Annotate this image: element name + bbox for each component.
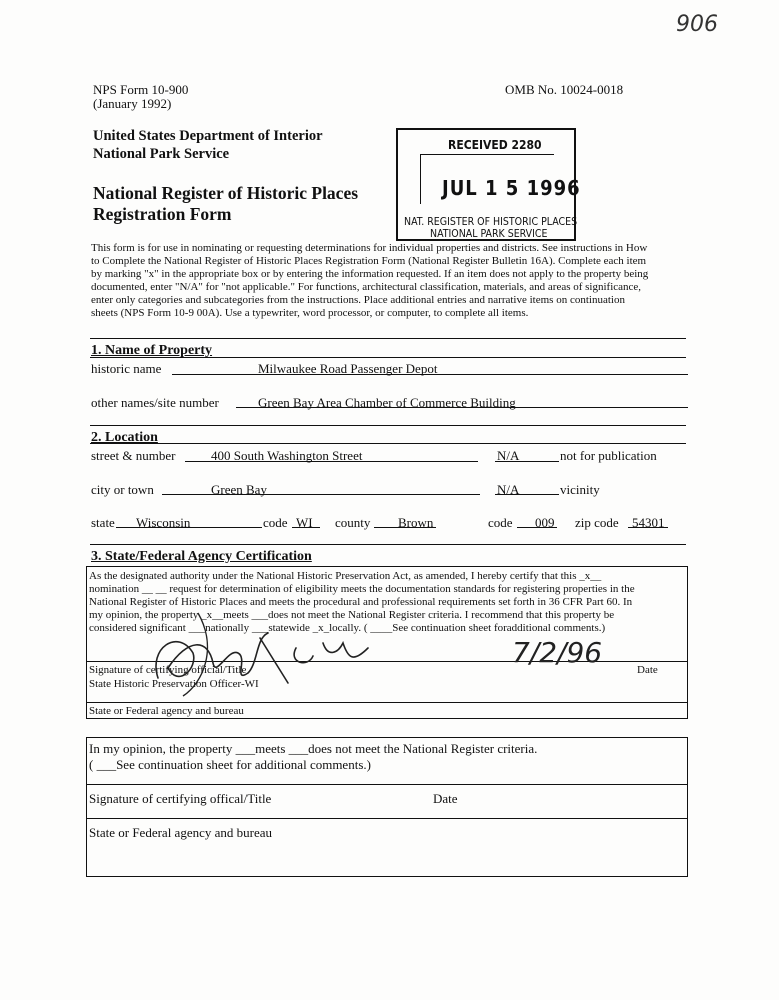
- form-date: (January 1992): [93, 96, 172, 111]
- county-label: county: [335, 515, 371, 530]
- instruction-line: sheets (NPS Form 10-9 00A). Use a typewriter, word processor, or computer, to complete all items.: [91, 307, 529, 319]
- instruction-line: documented, enter "N/A" for "not applicable." For functions, architectural classification, materials, and areas of significance,: [91, 281, 642, 293]
- not-for-publication-label: not for publication: [560, 448, 657, 463]
- historic-name-label: historic name: [91, 361, 162, 376]
- instruction-line: enter only categories and subcategories from the instructions. Place additional entries and narrative items on continuation: [91, 294, 625, 306]
- form-number: NPS Form 10-900: [93, 82, 189, 97]
- not-for-publication-value[interactable]: N/A: [497, 448, 520, 463]
- county-code-label: code: [488, 515, 513, 530]
- opinion-agency-line: [87, 818, 687, 819]
- instructions: [91, 242, 648, 320]
- certification-line: As the designated authority under the National Historic Preservation Act, as amended, I hereby certify that this _x__: [89, 570, 602, 582]
- stamp-date: JUL 1 5 1996: [442, 176, 581, 200]
- stamp-inner-left: [420, 154, 421, 204]
- handwritten-page-number: 906: [676, 12, 718, 37]
- opinion-date-label: Date: [433, 791, 458, 806]
- opinion-agency-label: State or Federal agency and bureau: [89, 825, 273, 840]
- section-2-top-rule: [90, 425, 686, 426]
- section-3-heading: 3. State/Federal Agency Certification: [91, 549, 312, 564]
- stamp-received: RECEIVED 2280: [448, 138, 542, 152]
- street-label: street & number: [91, 448, 176, 463]
- section-2-heading: 2. Location: [91, 430, 158, 445]
- other-names-value[interactable]: Green Bay Area Chamber of Commerce Building: [258, 395, 516, 410]
- street-value[interactable]: 400 South Washington Street: [211, 448, 363, 463]
- date-label: Date: [637, 664, 658, 676]
- city-label: city or town: [91, 482, 154, 497]
- state-code-label: code: [263, 515, 288, 530]
- instruction-line: This form is for use in nominating or requesting determinations for individual properties and districts. See instructions in How: [91, 242, 648, 254]
- form-title-line-2: Registration Form: [93, 204, 232, 224]
- state-code-value[interactable]: WI: [296, 515, 313, 530]
- agency-label: State or Federal agency and bureau: [89, 705, 244, 717]
- certification-line: my opinion, the property _x__meets ___does not meet the National Register criteria. I recommend that this property be: [89, 609, 615, 621]
- state-label: state: [91, 515, 115, 530]
- certification-line: considered significant ___nationally ___statewide _x_locally. ( ____See continuation sheet foradditional comments.): [89, 622, 606, 634]
- zip-value[interactable]: 54301: [632, 515, 665, 530]
- omb-number: OMB No. 10024-0018: [505, 82, 624, 97]
- stamp-register: NAT. REGISTER OF HISTORIC PLACES: [404, 216, 578, 228]
- opinion-signature-line: [87, 784, 687, 785]
- vicinity-value[interactable]: N/A: [497, 482, 520, 497]
- section-2-heading-rule: [90, 443, 686, 444]
- vicinity-label: vicinity: [560, 482, 600, 497]
- section-3-top-rule: [90, 544, 686, 545]
- instruction-line: to Complete the National Register of Historic Places Registration Form (National Register Bulletin 16A). Complete each item: [91, 255, 647, 267]
- certification-line: National Register of Historic Places and meets the procedural and professional requirements set forth in 36 CFR Part 60. In: [89, 596, 633, 608]
- certification-line: nomination __ __ request for determination of eligibility meets the documentation standards for registering properties in the: [89, 583, 635, 595]
- received-stamp: [396, 128, 581, 241]
- zip-label: zip code: [575, 515, 619, 530]
- opinion-line-2: ( ___See continuation sheet for additional comments.): [89, 757, 371, 772]
- handwritten-signature: [138, 608, 398, 698]
- historic-name-value[interactable]: Milwaukee Road Passenger Depot: [258, 361, 438, 376]
- instruction-line: by marking "x" in the appropriate box or by entering the information requested. If an item does not apply to the property being: [91, 268, 649, 280]
- stamp-inner-rule: [420, 154, 554, 155]
- agency-line-2: National Park Service: [93, 146, 230, 162]
- opinion-signature-label: Signature of certifying offical/Title: [89, 791, 272, 806]
- section-1-heading: 1. Name of Property: [91, 343, 213, 358]
- stamp-park-service: NATIONAL PARK SERVICE: [430, 228, 548, 240]
- state-value[interactable]: Wisconsin: [136, 515, 191, 530]
- opinion-line-1: In my opinion, the property ___meets ___does not meet the National Register criteria.: [89, 741, 538, 756]
- city-line: [162, 494, 480, 495]
- county-value[interactable]: Brown: [398, 515, 434, 530]
- form-title-line-1: National Register of Historic Places: [93, 183, 359, 203]
- signature-label: Signature of certifying official/Title: [89, 664, 247, 676]
- other-names-label: other names/site number: [91, 395, 219, 410]
- county-code-value[interactable]: 009: [535, 515, 555, 530]
- signed-date: 7/2/96: [512, 636, 603, 669]
- official-title: State Historic Preservation Officer-WI: [89, 678, 259, 690]
- agency-line-1: United States Department of Interior: [93, 128, 323, 144]
- agency-line: [87, 702, 687, 703]
- section-1-top-rule: [90, 338, 686, 339]
- city-value[interactable]: Green Bay: [211, 482, 267, 497]
- section-1-heading-rule: [90, 357, 686, 358]
